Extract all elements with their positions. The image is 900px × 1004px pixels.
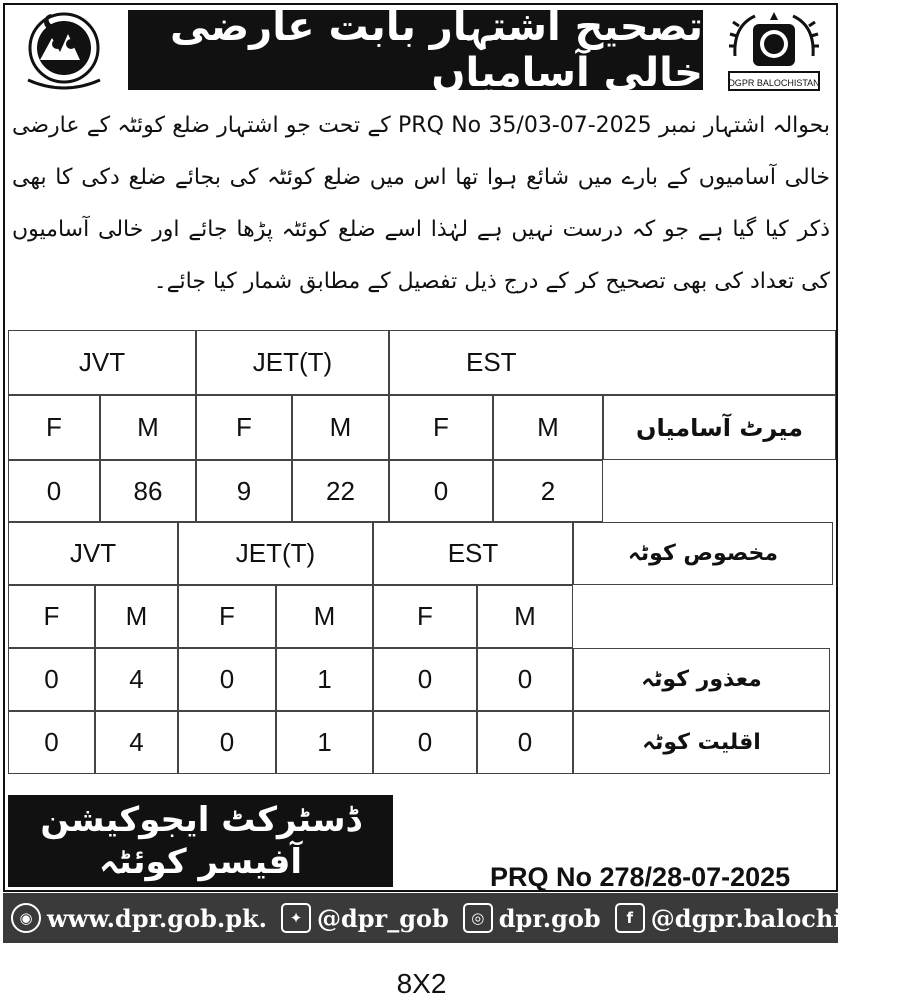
reserved-quota-title: مخصوص کوٹہ [573, 522, 833, 585]
logo-right-text: DGPR BALOCHISTAN [728, 78, 820, 88]
correction-paragraph [12, 100, 830, 330]
instagram-handle[interactable]: dpr.gob [498, 903, 601, 933]
website-link[interactable]: www.dpr.gob.pk. [47, 903, 267, 933]
table2-group-jvt: JVT [8, 522, 178, 585]
merit-row-label: میرٹ آسامیاں [603, 395, 836, 460]
table2-sub-f: F [373, 585, 477, 648]
disability-quota-label: معذور کوٹہ [573, 648, 830, 711]
balochistan-logo [10, 8, 118, 92]
table1-sub-f: F [196, 395, 292, 460]
facebook-icon: f [615, 903, 645, 933]
table2-sub-m: M [276, 585, 373, 648]
facebook-handle[interactable]: @dgpr.balochistan [650, 903, 900, 933]
table2-sub-m: M [95, 585, 178, 648]
signature-line-2: آفیسر کوئٹہ [98, 842, 303, 882]
ad-size-label: 8X2 [396, 968, 447, 999]
table1-sub-m: M [493, 395, 603, 460]
table2-value: 0 [178, 648, 276, 711]
table2-sub-f: F [178, 585, 276, 648]
table2-group-jet: JET(T) [178, 522, 373, 585]
table1-value: 2 [493, 460, 603, 522]
table1-sub-f: F [389, 395, 493, 460]
dgpr-logo [715, 6, 833, 98]
table2-value: 1 [276, 648, 373, 711]
contact-footer [3, 893, 900, 943]
table2-group-est: EST [373, 522, 573, 585]
table2-value: 0 [8, 711, 95, 774]
table2-value: 1 [276, 711, 373, 774]
body-text: بحوالہ اشتہار نمبر PRQ No 35/03-07-2025 کے تحت جو اشتہار ضلع کوئٹہ کے عارضی خالی آسامیوں کے بارے میں شائع ہوا تھا اس میں ضلع کوئٹہ کی بجائے ضلع دکی کا بھی ذکر کیا گیا ہے جو کہ درست نہیں ہے لہٰذا اسے ضلع کوئٹہ پڑھا جائے اور خالی آسامیوں کی تعداد کی بھی تصحیح کر کے درج ذیل تفصیل کے مطابق شمار کیا جائے۔ [12, 113, 830, 294]
table1-group-jet: JET(T) [196, 330, 389, 395]
prq-number: PRQ No 278/28-07-2025 [490, 862, 791, 892]
table2-sub-m: M [477, 585, 573, 648]
twitter-icon: ✦ [281, 903, 311, 933]
table2-value: 0 [373, 648, 477, 711]
globe-icon: ◉ [11, 903, 41, 933]
table2-value: 0 [178, 711, 276, 774]
signature-block [8, 795, 393, 887]
signature-line-1: ڈسٹرکٹ ایجوکیشن [40, 800, 361, 840]
table2-value: 4 [95, 648, 178, 711]
table1-value: 86 [100, 460, 196, 522]
twitter-handle[interactable]: @dpr_gob [316, 903, 449, 933]
instagram-icon: ◎ [463, 903, 493, 933]
table2-value: 0 [477, 648, 573, 711]
table1-value: 22 [292, 460, 389, 522]
table2-value: 4 [95, 711, 178, 774]
table1-sub-m: M [100, 395, 196, 460]
table1-value: 0 [389, 460, 493, 522]
table1-sub-m: M [292, 395, 389, 460]
page-title: تصحیح اشتہار بابت عارضی خالی آسامیاں [128, 10, 703, 90]
table1-group-est: EST [389, 330, 836, 395]
table1-value: 9 [196, 460, 292, 522]
table1-sub-f: F [8, 395, 100, 460]
table2-value: 0 [8, 648, 95, 711]
minority-quota-label: اقلیت کوٹہ [573, 711, 830, 774]
table2-value: 0 [477, 711, 573, 774]
table1-value: 0 [8, 460, 100, 522]
table2-value: 0 [373, 711, 477, 774]
table2-sub-f: F [8, 585, 95, 648]
table1-group-jvt: JVT [8, 330, 196, 395]
